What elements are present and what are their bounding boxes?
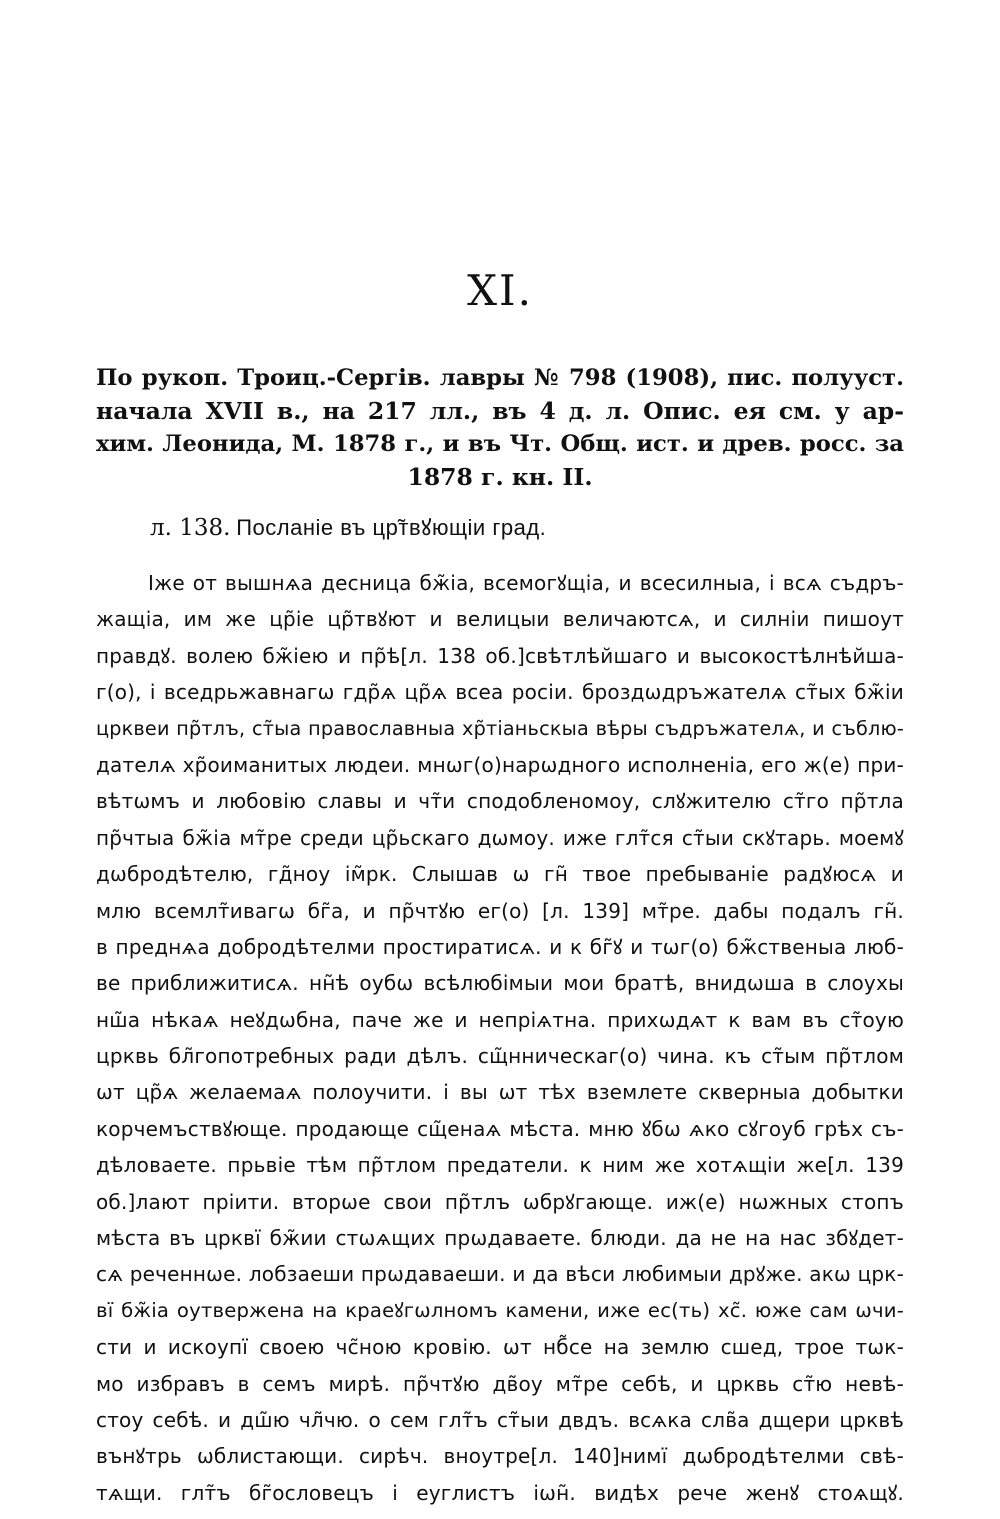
section-title-text: Посланіе въ цр̃твꙋющіи град. bbox=[236, 515, 547, 540]
text-line: вѣтѡмъ и любовію славы и чт̃и сподобленомоу, слꙋжителю ст̃го пр̃тла bbox=[96, 789, 904, 814]
text-line: ве приближитисѧ. нн̃ѣ оубѡ всѣлюбімыи мои братѣ, внидѡша в слоухы bbox=[96, 971, 904, 996]
text-line: вънꙋтрь ѡблистающи. сирѣч. вноутре[л. 140]нимї дѡбродѣтелми свѣ- bbox=[96, 1444, 904, 1469]
text-line: корчемъствꙋюще. продающе сщ̃енаѧ мѣста. мню ꙋбѡ ѧко сꙋгоуб грѣх съ- bbox=[96, 1116, 904, 1141]
text-line: ѡт цр̃ѧ желаемаѧ полоучити. і вы ѡт тѣх вземлете скверныа добытки bbox=[96, 1080, 904, 1105]
text-line: вї бж̃іа оутвержена на краеꙋгѡлномъ камени, иже ес(ть) хс̃. юже сам ѡчи- bbox=[96, 1298, 904, 1322]
text-line: дѣловаете. прьвіе тѣм пр̃тлом предатели. к ним же хотѧщіи же[л. 139 bbox=[96, 1153, 904, 1178]
text-line: жащіа, им же цр̃іе цр̃твꙋют и велицыи величаютсѧ, и силніи пишоут bbox=[96, 607, 904, 632]
text-line: Іже от вышнѧа десница бж̃іа, всемогꙋщіа, и всесилныа, і всѧ съдръ- bbox=[148, 571, 904, 595]
text-line: мѣста въ црквї бж̃ии стѡѧщих прѡдаваете. блюди. да не на нас збꙋдет- bbox=[96, 1226, 904, 1251]
bibliographic-note-line: хим. Леонида, М. 1878 г., и въ Чт. Общ. ист. и древ. росс. за bbox=[96, 431, 904, 457]
bibliographic-note-line: 1878 г. кн. II. bbox=[407, 463, 593, 491]
text-line: г(о), і вседрьжавнагѡ гдр̃ѧ цр̃ѧ всеа росіи. броздѡдръжателѧ ст̃ых бж̃іи bbox=[96, 680, 904, 705]
text-line: нш̃а нѣкаѧ неꙋдѡбна, паче же и непріѧтна. прихѡдѧт к вам въ ст̃оую bbox=[96, 1007, 904, 1032]
chapter-numeral: XI. bbox=[467, 266, 533, 315]
text-line: црквь бл̃гопотребных ради дѣлъ. сщ̃нническаг(о) чина. къ ст̃ым пр̃тлом bbox=[96, 1044, 904, 1069]
text-line: правдꙋ. волею бж̃іею и пр̃ѣ[л. 138 об.]свѣтлѣйшаго и высокостѣлнѣйша- bbox=[96, 643, 904, 668]
text-line: сѧ реченнѡе. лобзаеши прѡдаваеши. и да вѣси любимыи дрꙋже. акѡ црк- bbox=[96, 1262, 904, 1287]
slavonic-text-body bbox=[96, 565, 904, 1511]
text-line: тѧщи. глт̃ъ бг̃ословецъ і еуглистъ іѡн̃. видѣх рече женꙋ стоѧщꙋ. bbox=[96, 1480, 904, 1505]
folio-reference: л. 138. bbox=[150, 515, 231, 541]
section-heading bbox=[150, 512, 546, 542]
text-line: дателѧ хр̃оиманитых людеи. мнѡг(о)нарѡдного исполненіа, его ж(е) при- bbox=[96, 752, 904, 777]
bibliographic-note bbox=[96, 362, 904, 494]
text-line: в преднѧа добродѣтелми простиратисѧ. и к бг̃ꙋ и тѡг(о) бж̃ственыа люб- bbox=[96, 934, 904, 959]
text-line: пр̃чтыа бж̃іа мт̃ре среди цр̃ьскаго дѡмоу. иже глт̃ся ст̃ыи скꙋтарь. моемꙋ bbox=[96, 825, 904, 850]
text-line: сти и искоупї своею чс̃ною кровію. ѡт нб̃се на землю сшед, трое тѡк- bbox=[96, 1335, 904, 1360]
text-line: мо избравъ в семъ мирѣ. пр̃чтꙋю дв̃оу мт̃ре себѣ, и црквь ст̃ю невѣ- bbox=[96, 1371, 904, 1396]
text-line: стоу себѣ. и дш̃ю чл̃чю. о сем глт̃ъ ст̃ыи двдъ. всѧка слв̃а дщери црквѣ bbox=[96, 1407, 904, 1432]
bibliographic-note-line: начала XVII в., на 217 лл., въ 4 д. л. Опис. ея см. у ар- bbox=[96, 397, 904, 425]
text-line: об.]лают пріити. вторѡе свои пр̃тлъ ѡбрꙋгающе. иж(е) нѡжных стопъ bbox=[96, 1189, 904, 1214]
text-line: млю всемлт̃ивагѡ бг̃а, и пр̃чтꙋю ег(о) [л. 139] мт̃ре. дабы подалъ гн̃. bbox=[96, 898, 904, 923]
text-line: црквеи пр̃тлъ, ст̃ыа православныа хр̃тіаньскыа вѣры съдръжателѧ, и съблю- bbox=[96, 716, 904, 740]
text-line: дѡбродѣтелю, гд̃ноу ім̃рк. Слышав ѡ гн̃ твое пребываніе радꙋюсѧ и bbox=[96, 862, 904, 887]
bibliographic-note-line: По рукоп. Троиц.-Сергів. лавры № 798 (1908), пис. полууст. bbox=[96, 365, 904, 391]
